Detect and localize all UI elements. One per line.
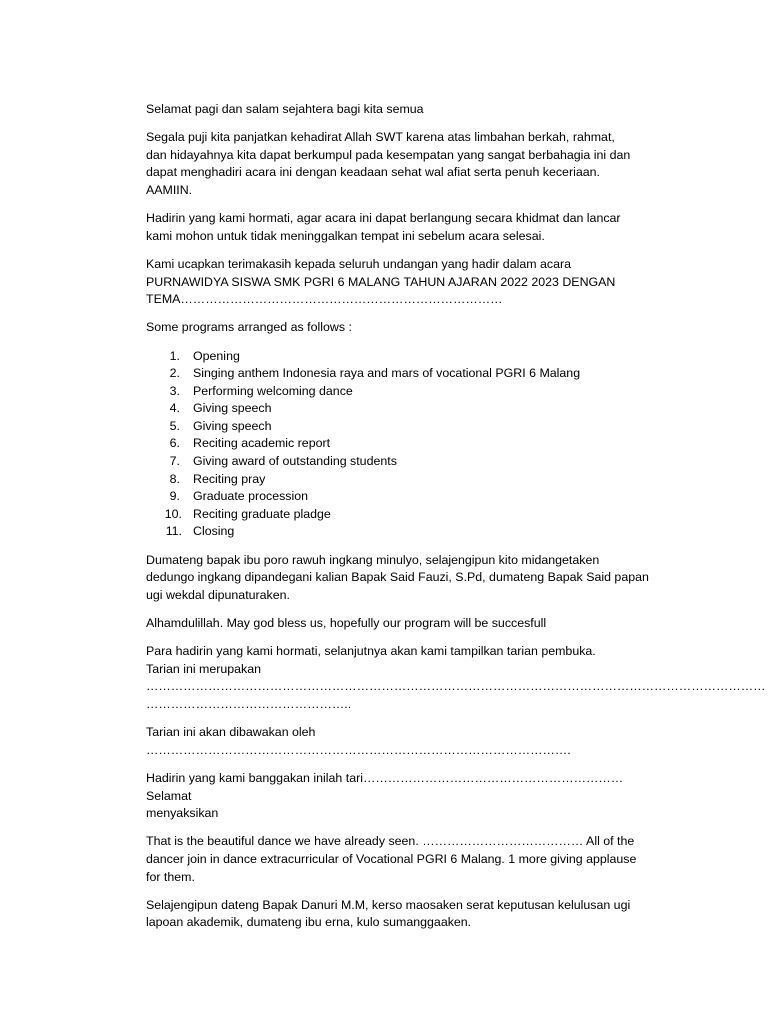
list-item: 9. Graduate procession xyxy=(169,489,309,504)
list-item: 8. Reciting pray xyxy=(169,471,266,486)
greeting-paragraph: Selamat pagi dan salam sejahtera bagi kita semua xyxy=(146,102,424,116)
programs-list xyxy=(146,348,666,542)
list-item: 3. Performing welcoming dance xyxy=(169,383,353,398)
danuri-paragraph: Selajengipun dateng Bapak Danuri M.M, kerso maosaken serat keputusan kelulusan ugi lapoan akademik, dumateng ibu erna, kulo sumanggaaken. xyxy=(146,897,631,930)
praise-paragraph: Segala puji kita panjatkan kehadirat Allah SWT karena atas limbahan berkah, rahmat, dan hidayahnya kita dapat berkumpul pada kesempatan yang sangat berbahagia ini dan dapat menghadiri acara ini dengan keadaan sehat wal afiat serta penuh keceriaan. AAMIIN. xyxy=(146,130,631,197)
list-item: 6. Reciting academic report xyxy=(169,436,331,451)
dance-intro-paragraph: Para hadirin yang kami hormati, selanjutnya akan kami tampilkan tarian pembuka. Tarian ini merupakan …………………………………………………………………………………………………………………………………… ………………………………………….. xyxy=(146,644,766,711)
list-item: 4. Giving speech xyxy=(169,401,272,416)
respect-paragraph: Hadirin yang kami hormati, agar acara ini dapat berlangung secara khidmat dan lancar kami mohon untuk tidak meninggalkan tempat ini sebelum acara selesai. xyxy=(146,211,621,243)
thanks-paragraph: Kami ucapkan terimakasih kepada seluruh undangan yang hadir dalam acara PURNAWIDYA SISWA SMK PGRI 6 MALANG TAHUN AJARAN 2022 2023 DENGAN TEMA…………………………………………………………………… xyxy=(146,256,616,307)
list-item: 7. Giving award of outstanding students xyxy=(169,454,397,469)
list-item: 10. Reciting graduate pladge xyxy=(164,506,331,521)
list-item: 2. Singing anthem Indonesia raya and mars of vocational PGRI 6 Malang xyxy=(169,366,581,381)
list-item: 1. Opening xyxy=(169,348,240,363)
beautiful-dance-paragraph: That is the beautiful dance we have already seen. ………………………………… All of the dancer join in dance extracurricular of Vocational PGRI 6 Malang. 1 more giving applause for them. xyxy=(146,834,637,884)
proud-paragraph: Hadirin yang kami banggakan inilah tari……………………………………………………… Selamat menyaksikan xyxy=(146,770,624,821)
javanese-paragraph: Dumateng bapak ibu poro rawuh ingkang minulyo, selajengipun kito midangetaken dedungo ingkang dipandegani kalian Bapak Said Fauzi, S.Pd, dumateng Bapak Said papan ugi wekdal dipunaturaken. xyxy=(146,552,649,602)
list-item: 5. Giving speech xyxy=(169,418,272,433)
document-page xyxy=(146,101,766,942)
dance-by-paragraph: Tarian ini akan dibawakan oleh …………………………………………………………………………………………. xyxy=(146,725,571,757)
programs-intro: Some programs arranged as follows : xyxy=(146,320,352,335)
list-item: 11. Closing xyxy=(165,524,235,539)
alhamdulillah-paragraph: Alhamdulillah. May god bless us, hopefully our program will be succesfull xyxy=(146,616,547,630)
